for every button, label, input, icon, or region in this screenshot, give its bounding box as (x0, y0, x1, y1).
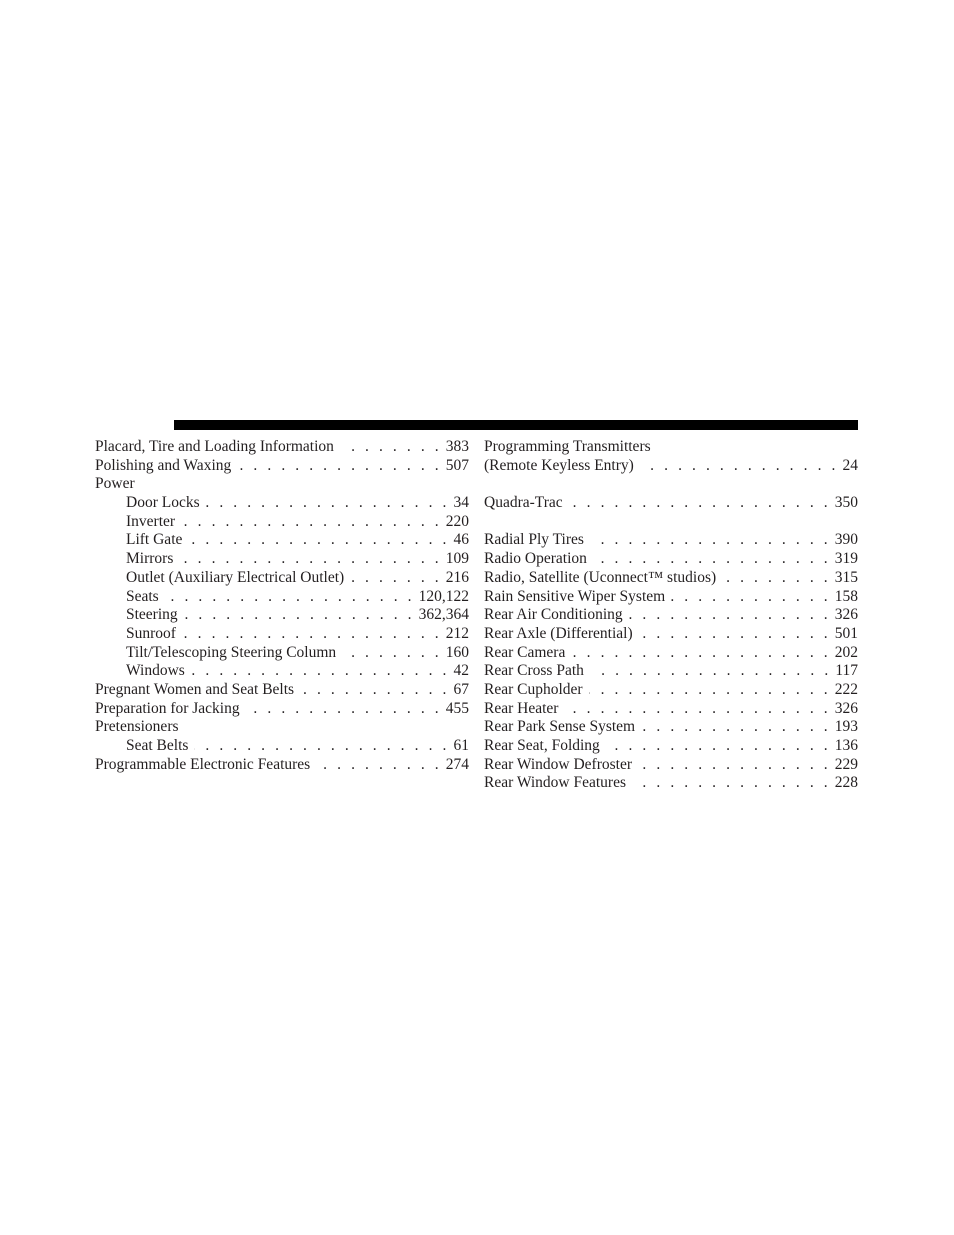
index-entry-page: 390 (834, 531, 858, 549)
dot-leader (632, 774, 831, 793)
index-entry (95, 700, 469, 719)
index-entry (484, 438, 858, 457)
index-entry-label: Pregnant Women and Seat Belts (95, 680, 295, 698)
index-entry (484, 662, 858, 681)
index-entry-label: Rear Camera (484, 643, 566, 661)
index-entry-label: Rear Cupholder (484, 680, 583, 698)
index-entry (484, 494, 858, 513)
dot-leader (340, 438, 442, 457)
index-entry (95, 718, 469, 737)
dot-leader (569, 494, 831, 513)
index-entry (95, 438, 469, 457)
index-entry-label: Rear Seat, Folding (484, 737, 600, 754)
index-entry-page: 216 (445, 568, 469, 586)
index-entry-label: Lift Gate (126, 531, 183, 549)
index-entry (484, 588, 858, 607)
index-entry (484, 644, 858, 663)
index-entry-page: 507 (445, 456, 469, 474)
index-entry (95, 531, 469, 550)
index-entry-page: 274 (445, 755, 469, 773)
dot-leader (571, 644, 830, 663)
index-entry-label: Seats (126, 587, 159, 605)
index-entry (95, 681, 469, 700)
dot-leader (638, 756, 831, 775)
index-entry-page: 362,364 (418, 606, 469, 624)
index-entry (484, 606, 858, 625)
index-entry (484, 457, 858, 476)
dot-leader (181, 513, 442, 532)
index-entry (95, 606, 469, 625)
index-entry-page: 42 (453, 662, 469, 680)
dot-leader (184, 606, 415, 625)
dot-leader (671, 588, 831, 607)
dot-leader (165, 588, 415, 607)
index-entry-label: Radio, Satellite (Uconnect™ studios) (484, 568, 717, 586)
index-entry-label: Programming Transmitters (484, 438, 651, 455)
dot-leader (182, 625, 442, 644)
index-entry-page: 326 (834, 606, 858, 624)
index-entry-label: Radial Ply Tires (484, 531, 584, 549)
dot-leader (237, 457, 442, 476)
index-entry-page: 193 (834, 718, 858, 736)
dot-leader (629, 606, 831, 625)
index-entry-label: Inverter (126, 512, 176, 530)
index-entry-page: 136 (834, 737, 858, 754)
index-entry (484, 700, 858, 719)
index-entry-page: 120,122 (418, 587, 469, 605)
dot-leader (188, 531, 449, 550)
dot-leader (179, 550, 441, 569)
index-entry-label: Polishing and Waxing (95, 456, 232, 474)
index-entry-label: Programmable Electronic Features (95, 755, 311, 773)
dot-leader (246, 700, 442, 719)
dot-leader (342, 644, 442, 663)
index-entry-label: Placard, Tire and Loading Information (95, 438, 334, 455)
index-entry-label: Steering (126, 606, 178, 624)
index-entry-label: Tilt/Telescoping Steering Column (126, 643, 337, 661)
index-entry-page: 109 (445, 550, 469, 568)
index-entry (484, 625, 858, 644)
index-entry-label: (Remote Keyless Entry) (484, 456, 634, 474)
index-entry (95, 756, 469, 775)
dot-leader (641, 718, 831, 737)
dot-leader (564, 700, 830, 719)
index-column-left (95, 438, 469, 774)
index-entry-page: 315 (834, 568, 858, 586)
index-entry-label: Mirrors (126, 550, 174, 568)
index-entry-page: 61 (453, 737, 469, 754)
index-entry-page: 350 (834, 494, 858, 512)
dot-leader (191, 662, 450, 681)
index-entry-page: 229 (834, 755, 858, 773)
index-entry-label: Rear Window Defroster (484, 755, 633, 773)
dot-leader (206, 494, 450, 513)
index-entry (95, 737, 469, 756)
index-entry (95, 662, 469, 681)
index-entry-page: 160 (445, 643, 469, 661)
index-entry-label: Quadra-Trac (484, 494, 563, 512)
dot-leader (590, 531, 831, 550)
index-entry-label: Rear Window Features (484, 774, 626, 792)
index-entry-label: Rear Park Sense System (484, 718, 636, 736)
index-entry (484, 756, 858, 775)
dot-leader (589, 681, 831, 700)
dot-leader (350, 569, 442, 588)
index-entry (484, 550, 858, 569)
index-entry (95, 494, 469, 513)
dot-leader (606, 737, 831, 756)
section-header-bar (174, 420, 858, 430)
dot-leader (300, 681, 449, 700)
dot-leader (593, 550, 831, 569)
index-spacer (484, 513, 858, 532)
index-entry (95, 513, 469, 532)
index-entry (95, 475, 469, 494)
index-entry-label: Rear Cross Path (484, 662, 584, 680)
index-entry (484, 681, 858, 700)
index-entry (95, 588, 469, 607)
index-entry-page: 46 (453, 531, 469, 549)
index-spacer (484, 475, 858, 494)
index-entry (484, 569, 858, 588)
index-entry-page: 34 (453, 494, 469, 512)
index-entry-label: Rear Axle (Differential) (484, 624, 633, 642)
index-entry-page: 383 (445, 438, 469, 455)
index-entry (484, 774, 858, 793)
index-entry (484, 718, 858, 737)
dot-leader (722, 569, 831, 588)
index-entry-page: 24 (842, 456, 858, 474)
index-entry-page: 455 (445, 699, 469, 717)
index-entry-label: Radio Operation (484, 550, 587, 568)
dot-leader (316, 756, 442, 775)
index-entry (95, 644, 469, 663)
index-entry-page: 67 (453, 680, 469, 698)
index-entry (95, 625, 469, 644)
index-entry-page: 117 (835, 662, 858, 680)
dot-leader (639, 625, 831, 644)
index-entry-label: Seat Belts (126, 737, 189, 754)
dot-leader (590, 662, 831, 681)
index-entry-label: Pretensioners (95, 718, 179, 736)
index-entry (95, 550, 469, 569)
dot-leader (640, 457, 839, 476)
index-entry (484, 531, 858, 550)
index-entry-label: Rain Sensitive Wiper System (484, 587, 666, 605)
index-entry-page: 326 (834, 699, 858, 717)
index-entry-page: 319 (834, 550, 858, 568)
index-entry-page: 158 (834, 587, 858, 605)
index-entry-label: Sunroof (126, 624, 176, 642)
index-entry-label: Outlet (Auxiliary Electrical Outlet) (126, 568, 345, 586)
index-entry-page: 212 (445, 624, 469, 642)
index-column-right (484, 438, 858, 793)
index-entry-label: Rear Heater (484, 699, 559, 717)
index-entry-label: Windows (126, 662, 185, 680)
index-entry (95, 569, 469, 588)
index-entry-page: 202 (834, 643, 858, 661)
index-entry-page: 222 (834, 680, 858, 698)
index-entry-page: 501 (834, 624, 858, 642)
dot-leader (194, 737, 449, 756)
index-entry (484, 737, 858, 756)
index-entry-page: 228 (834, 774, 858, 792)
index-entry-label: Preparation for Jacking (95, 699, 240, 717)
index-entry-label: Rear Air Conditioning (484, 606, 623, 624)
index-entry-label: Door Locks (126, 494, 200, 512)
index-entry (95, 457, 469, 476)
index-entry-page: 220 (445, 512, 469, 530)
index-entry-label: Power (95, 475, 135, 493)
